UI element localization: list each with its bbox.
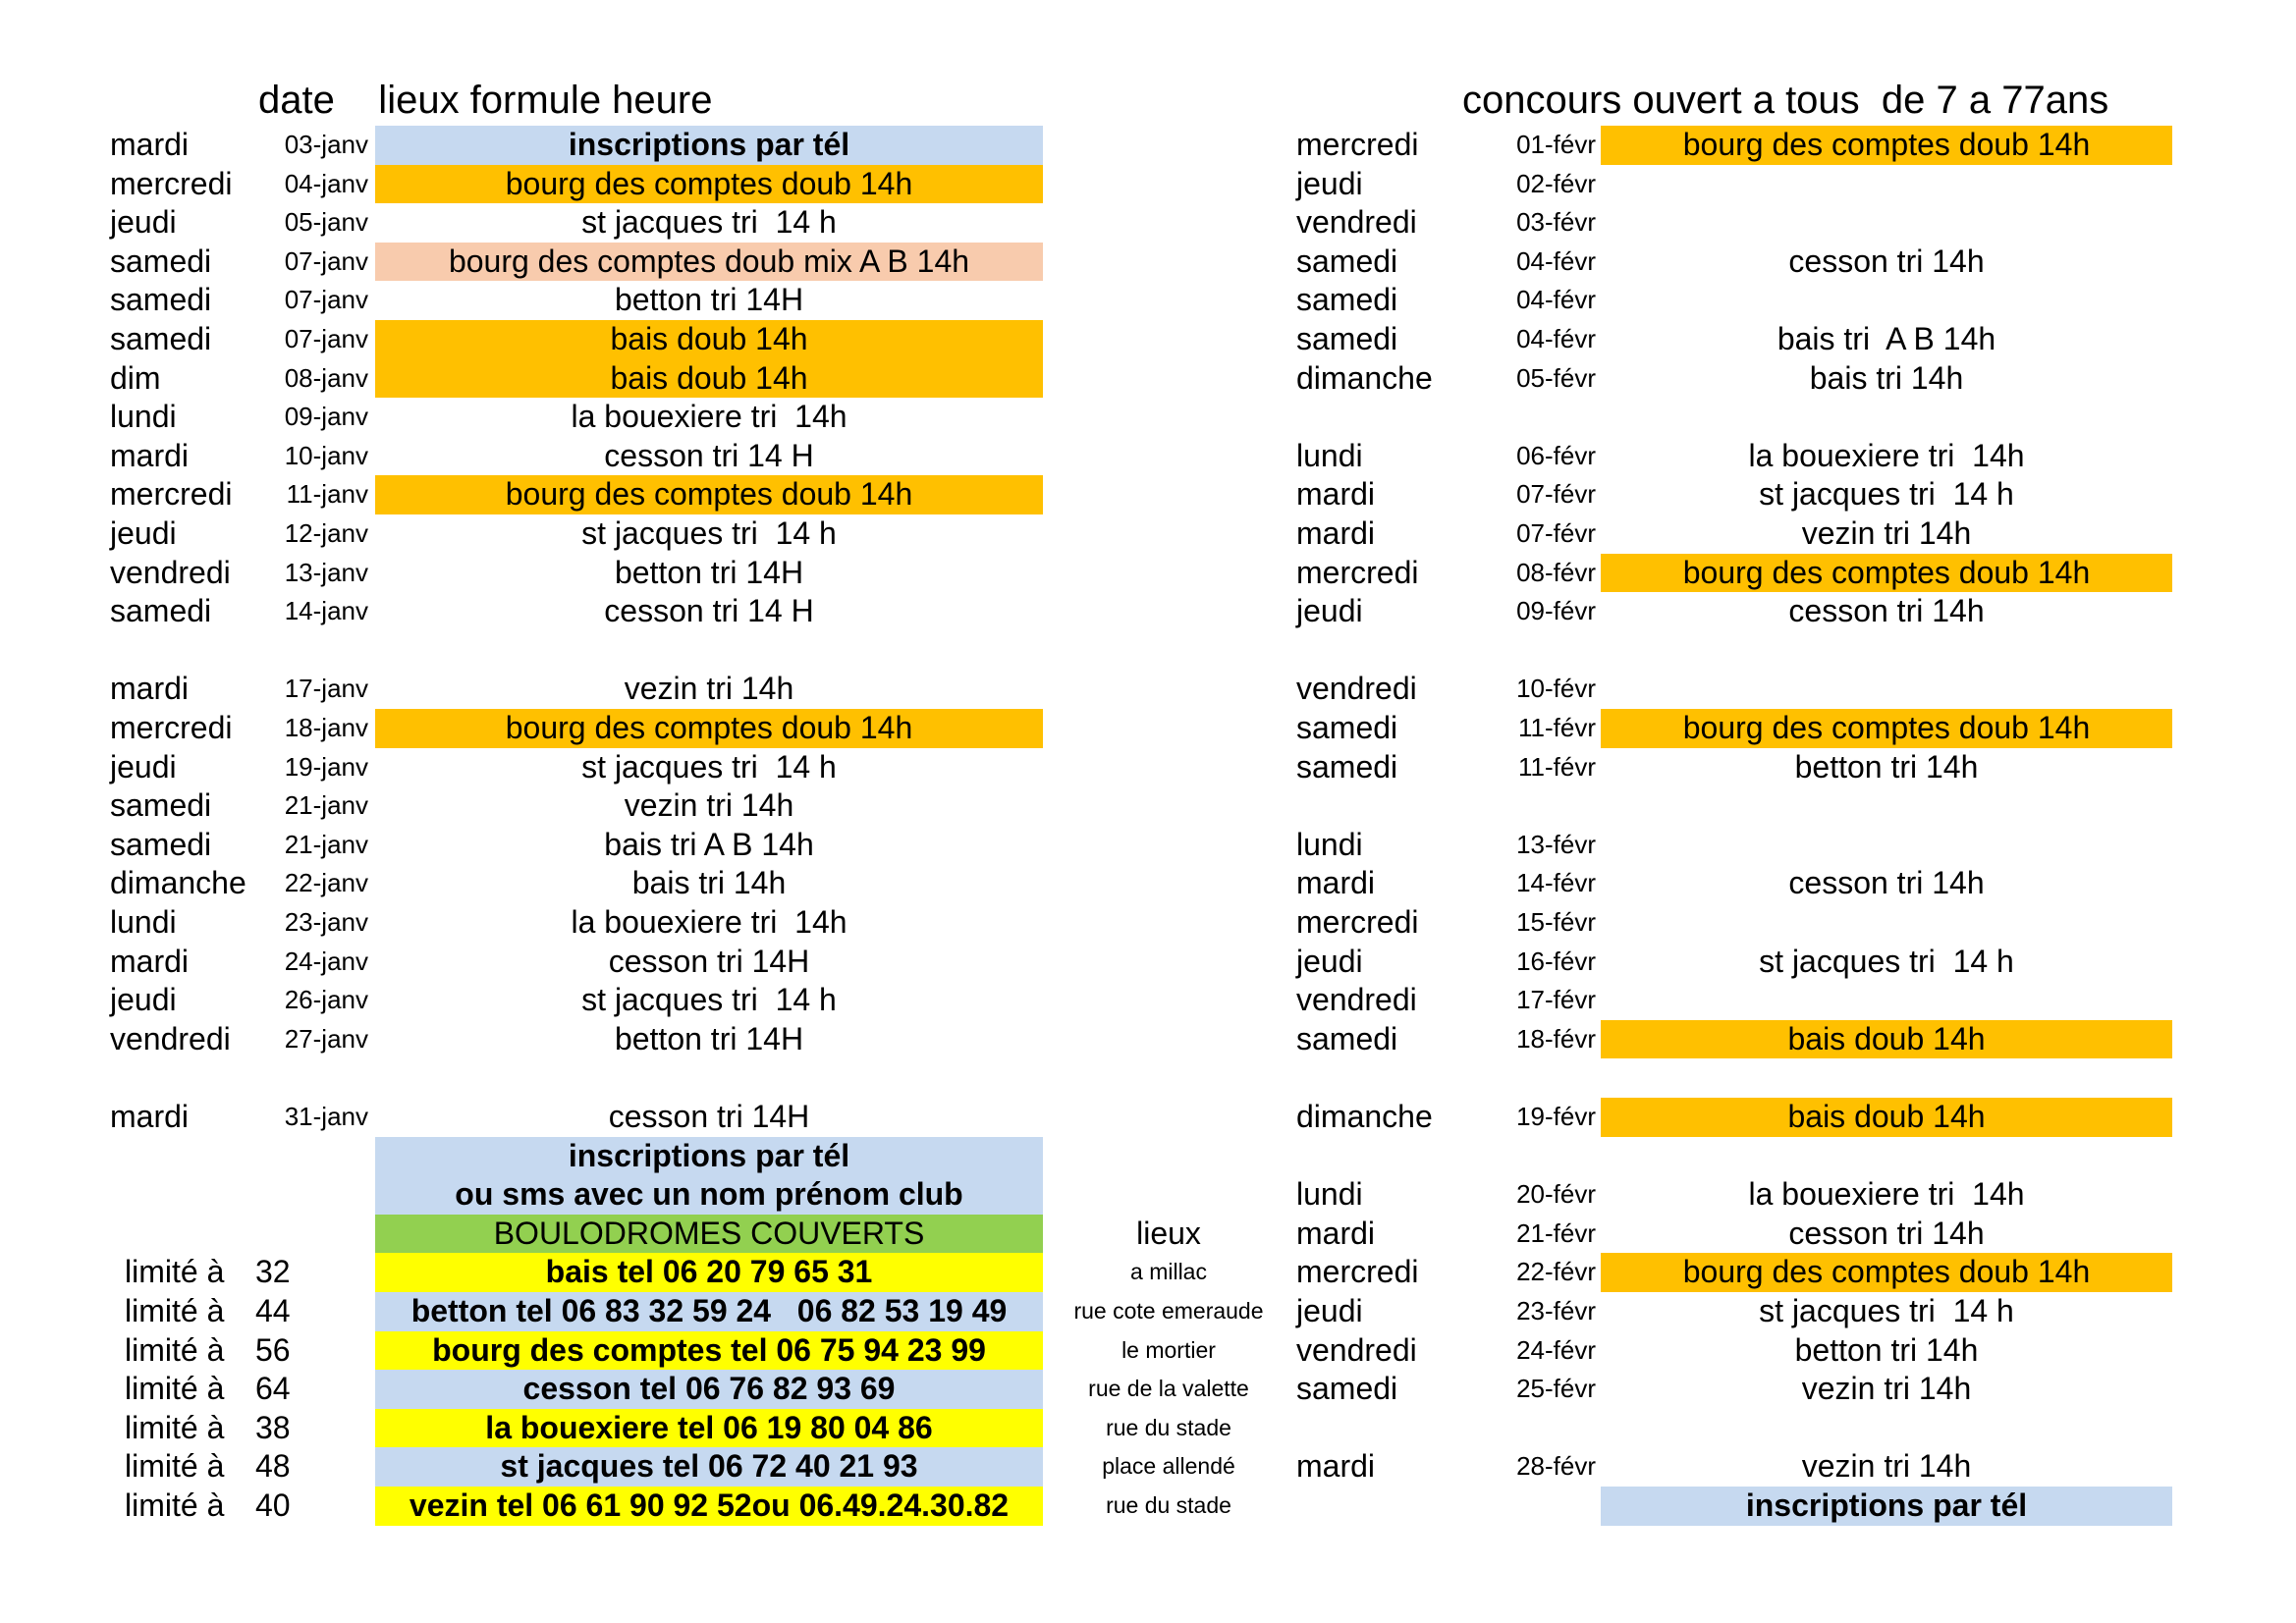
header-left: date lieux formule heure [258, 79, 713, 122]
date-cell: 24-févr [1516, 1334, 1596, 1365]
date-cell: 18-janv [284, 713, 368, 742]
february-row [0, 203, 2296, 243]
day-name: samedi [1296, 321, 1398, 356]
date-cell: 10-févr [1516, 674, 1596, 704]
day-name: mardi [110, 943, 190, 979]
day-name: samedi [110, 787, 212, 824]
day-name: dimanche [1296, 359, 1433, 396]
february-row [0, 1058, 2296, 1098]
event-cell: st jacques tri 14 h [581, 748, 837, 784]
date-cell: 07-févr [1516, 518, 1596, 548]
event-cell: bourg des comptes doub 14h [375, 475, 1043, 514]
february-row [0, 1098, 2296, 1137]
day-name: jeudi [110, 204, 177, 241]
date-cell: 01-févr [1516, 130, 1596, 159]
event-cell: la bouexiere tri 14h [1748, 1176, 2025, 1213]
date-cell: 03-janv [284, 130, 368, 159]
day-name: samedi [1296, 243, 1398, 279]
day-name: lundi [1296, 437, 1363, 473]
february-row [0, 1253, 2296, 1292]
day-name: samedi [110, 321, 212, 356]
day-name: vendredi [110, 554, 231, 590]
event-cell: cesson tri 14h [1788, 593, 1985, 629]
date-cell: 17-janv [284, 674, 368, 704]
event-cell: cesson tri 14h [1788, 1215, 1985, 1251]
limit-label: limité à [125, 1448, 225, 1485]
header-right: concours ouvert a tous de 7 a 77ans [1462, 79, 2109, 122]
february-row [0, 437, 2296, 476]
day-name: mardi [110, 671, 190, 707]
february-row [0, 1292, 2296, 1331]
venue-address: place allendé [1102, 1453, 1235, 1480]
february-row [0, 281, 2296, 320]
event-cell: st jacques tel 06 72 40 21 93 [375, 1447, 1043, 1487]
day-name: vendredi [110, 1020, 231, 1056]
date-cell: 04-janv [284, 168, 368, 198]
date-cell: 15-févr [1516, 907, 1596, 937]
date-cell: 07-janv [284, 245, 368, 276]
date-cell: 11-févr [1518, 713, 1596, 742]
venue-address: a millac [1130, 1259, 1207, 1285]
day-name: mercredi [1296, 554, 1419, 590]
venue-address: le mortier [1121, 1336, 1216, 1363]
date-cell: 05-févr [1516, 362, 1596, 393]
february-row [0, 1331, 2296, 1371]
event-cell: la bouexiere tel 06 19 80 04 86 [375, 1409, 1043, 1448]
event-cell: cesson tri 14h [1788, 243, 1985, 279]
date-cell: 26-janv [284, 985, 368, 1015]
date-cell: 04-févr [1516, 245, 1596, 276]
date-cell: 04-févr [1516, 285, 1596, 315]
february-row [0, 514, 2296, 554]
event-cell: bais tri 14h [1809, 359, 1964, 396]
event-cell: la bouexiere tri 14h [571, 904, 847, 940]
day-name: samedi [1296, 1020, 1398, 1056]
venue-address: rue du stade [1106, 1492, 1231, 1518]
day-name: jeudi [1296, 593, 1363, 629]
event-cell: inscriptions par tél [375, 1137, 1043, 1176]
date-cell: 08-févr [1516, 557, 1596, 587]
date-cell: 17-févr [1516, 985, 1596, 1015]
venue-address: lieux [1136, 1215, 1201, 1251]
day-name: mardi [110, 127, 190, 162]
day-name: vendredi [1296, 1331, 1417, 1368]
february-row [0, 1137, 2296, 1176]
date-cell: 31-janv [284, 1102, 368, 1131]
day-name: jeudi [110, 748, 177, 784]
february-row [0, 748, 2296, 787]
day-name: samedi [110, 282, 212, 318]
date-cell: 07-janv [284, 285, 368, 315]
limit-number: 56 [255, 1331, 291, 1368]
date-cell: 07-févr [1516, 479, 1596, 510]
february-row [0, 1370, 2296, 1409]
event-cell: bourg des comptes doub 14h [1601, 126, 2172, 165]
date-cell: 14-févr [1516, 868, 1596, 898]
limit-label: limité à [125, 1331, 225, 1368]
date-cell: 21-janv [284, 790, 368, 821]
february-row [0, 1447, 2296, 1487]
day-name: lundi [1296, 1176, 1363, 1213]
event-cell: bais doub 14h [375, 359, 1043, 399]
event-cell: vezin tri 14h [624, 787, 794, 824]
day-name: mercredi [110, 710, 233, 745]
event-cell: bourg des comptes doub mix A B 14h [375, 243, 1043, 282]
event-cell: bourg des comptes doub 14h [375, 165, 1043, 204]
day-name: samedi [110, 243, 212, 279]
february-row [0, 631, 2296, 671]
day-name: lundi [110, 904, 177, 940]
day-name: jeudi [1296, 943, 1363, 979]
date-cell: 11-janv [286, 479, 368, 510]
february-row [0, 592, 2296, 631]
date-cell: 13-janv [284, 557, 368, 587]
event-cell: la bouexiere tri 14h [1748, 437, 2025, 473]
february-row [0, 1215, 2296, 1254]
event-cell: bais doub 14h [375, 320, 1043, 359]
event-cell: betton tri 14H [614, 282, 804, 318]
date-cell: 07-janv [284, 324, 368, 353]
day-name: vendredi [1296, 204, 1417, 241]
day-name: jeudi [1296, 165, 1363, 201]
date-cell: 23-févr [1516, 1296, 1596, 1325]
day-name: samedi [110, 593, 212, 629]
february-row [0, 243, 2296, 282]
february-row [0, 981, 2296, 1020]
date-cell: 22-janv [284, 868, 368, 898]
event-cell: inscriptions par tél [375, 126, 1043, 165]
event-cell: bais tri A B 14h [604, 826, 814, 862]
date-cell: 09-janv [284, 402, 368, 432]
limit-number: 38 [255, 1409, 291, 1445]
date-cell: 24-janv [284, 946, 368, 976]
date-cell: 21-févr [1516, 1217, 1596, 1248]
february-row [0, 670, 2296, 709]
february-row [0, 475, 2296, 514]
limit-number: 64 [255, 1371, 291, 1407]
february-row [0, 903, 2296, 943]
date-cell: 13-févr [1516, 829, 1596, 859]
event-cell: inscriptions par tél [1601, 1487, 2172, 1526]
day-name: mercredi [110, 476, 233, 513]
day-name: mardi [1296, 1448, 1376, 1485]
event-cell: vezin tri 14h [624, 671, 794, 707]
event-cell: st jacques tri 14 h [581, 515, 837, 551]
february-row [0, 554, 2296, 593]
day-name: mercredi [1296, 1254, 1419, 1290]
february-row [0, 786, 2296, 826]
day-name: dim [110, 359, 161, 396]
february-row [0, 165, 2296, 204]
date-cell: 03-févr [1516, 207, 1596, 238]
day-name: jeudi [110, 982, 177, 1018]
day-name: vendredi [1296, 982, 1417, 1018]
limit-number: 44 [255, 1293, 291, 1328]
event-cell: cesson tri 14H [608, 943, 810, 979]
venue-address: rue de la valette [1088, 1376, 1249, 1402]
limit-label: limité à [125, 1293, 225, 1328]
date-cell: 14-janv [284, 596, 368, 626]
event-cell: bourg des comptes tel 06 75 94 23 99 [375, 1331, 1043, 1371]
limit-number: 40 [255, 1488, 291, 1523]
date-cell: 16-févr [1516, 946, 1596, 976]
february-row [0, 398, 2296, 437]
day-name: samedi [1296, 1371, 1398, 1407]
february-row [0, 709, 2296, 748]
limit-label: limité à [125, 1488, 225, 1523]
event-cell: betton tri 14h [1794, 748, 1979, 784]
event-cell: vezin tel 06 61 90 92 52ou 06.49.24.30.82 [375, 1487, 1043, 1526]
day-name: mardi [1296, 865, 1376, 901]
event-cell: betton tel 06 83 32 59 24 06 82 53 19 49 [375, 1292, 1043, 1331]
event-cell: st jacques tri 14 h [1759, 1293, 2014, 1328]
day-name: mardi [110, 1099, 190, 1134]
february-row [0, 1487, 2296, 1526]
limit-label: limité à [125, 1254, 225, 1290]
venue-address: rue cote emeraude [1073, 1298, 1264, 1324]
day-name: lundi [110, 399, 177, 435]
event-cell: cesson tel 06 76 82 93 69 [375, 1370, 1043, 1409]
event-cell: bais doub 14h [1601, 1020, 2172, 1059]
day-name: samedi [1296, 710, 1398, 745]
day-name: dimanche [1296, 1099, 1433, 1134]
event-cell: bais tri A B 14h [1777, 321, 1996, 356]
event-cell: vezin tri 14h [1801, 515, 1972, 551]
february-row [0, 1409, 2296, 1448]
limit-label: limité à [125, 1409, 225, 1445]
date-cell: 25-févr [1516, 1374, 1596, 1404]
event-cell: betton tri 14H [614, 1020, 804, 1056]
limit-label: limité à [125, 1371, 225, 1407]
date-cell: 10-janv [284, 440, 368, 470]
day-name: dimanche [110, 865, 246, 901]
day-name: vendredi [1296, 671, 1417, 707]
event-cell: cesson tri 14h [1788, 865, 1985, 901]
date-cell: 23-janv [284, 907, 368, 937]
day-name: mardi [1296, 1215, 1376, 1251]
limit-number: 48 [255, 1448, 291, 1485]
event-cell: st jacques tri 14 h [1759, 943, 2014, 979]
day-name: samedi [110, 826, 212, 862]
date-cell: 19-févr [1516, 1102, 1596, 1131]
date-cell: 19-janv [284, 751, 368, 782]
limit-number: 32 [255, 1254, 291, 1290]
february-row [0, 320, 2296, 359]
day-name: mardi [1296, 515, 1376, 551]
date-cell: 12-janv [284, 518, 368, 548]
date-cell: 18-févr [1516, 1023, 1596, 1054]
february-row [0, 359, 2296, 399]
date-cell: 28-févr [1516, 1451, 1596, 1482]
event-cell: bais tri 14h [631, 865, 787, 901]
day-name: lundi [1296, 826, 1363, 862]
date-cell: 05-janv [284, 207, 368, 238]
day-name: mardi [110, 437, 190, 473]
event-cell: bourg des comptes doub 14h [375, 709, 1043, 748]
event-cell: vezin tri 14h [1801, 1448, 1972, 1485]
event-cell: betton tri 14H [614, 554, 804, 590]
date-cell: 21-janv [284, 829, 368, 859]
day-name: mercredi [110, 165, 233, 201]
date-cell: 22-févr [1516, 1257, 1596, 1287]
day-name: samedi [1296, 748, 1398, 784]
february-row [0, 1020, 2296, 1059]
day-name: mercredi [1296, 127, 1419, 162]
event-cell: bourg des comptes doub 14h [1601, 1253, 2172, 1292]
event-cell: st jacques tri 14 h [581, 204, 837, 241]
event-cell: BOULODROMES COUVERTS [375, 1215, 1043, 1254]
february-row [0, 864, 2296, 903]
date-cell: 20-févr [1516, 1179, 1596, 1210]
date-cell: 27-janv [284, 1023, 368, 1054]
date-cell: 11-févr [1518, 751, 1596, 782]
february-row [0, 126, 2296, 165]
date-cell: 08-janv [284, 362, 368, 393]
event-cell: cesson tri 14 H [604, 437, 814, 473]
date-cell: 04-févr [1516, 324, 1596, 353]
event-cell: bais tel 06 20 79 65 31 [375, 1253, 1043, 1292]
event-cell: bais doub 14h [1601, 1098, 2172, 1137]
event-cell: st jacques tri 14 h [581, 982, 837, 1018]
day-name: mercredi [1296, 904, 1419, 940]
event-cell: st jacques tri 14 h [1759, 476, 2014, 513]
event-cell: bourg des comptes doub 14h [1601, 554, 2172, 593]
february-row [0, 943, 2296, 982]
event-cell: vezin tri 14h [1801, 1371, 1972, 1407]
february-row [0, 1175, 2296, 1215]
day-name: jeudi [1296, 1293, 1363, 1328]
venue-address: rue du stade [1106, 1414, 1231, 1440]
event-cell: cesson tri 14H [608, 1099, 810, 1134]
day-name: mardi [1296, 476, 1376, 513]
day-name: jeudi [110, 515, 177, 551]
event-cell: la bouexiere tri 14h [571, 399, 847, 435]
event-cell: cesson tri 14 H [604, 593, 814, 629]
event-cell: betton tri 14h [1794, 1331, 1979, 1368]
date-cell: 09-févr [1516, 596, 1596, 626]
day-name: samedi [1296, 282, 1398, 318]
event-cell: bourg des comptes doub 14h [1601, 709, 2172, 748]
date-cell: 02-févr [1516, 168, 1596, 198]
date-cell: 06-févr [1516, 440, 1596, 470]
event-cell: ou sms avec un nom prénom club [375, 1175, 1043, 1215]
february-row [0, 826, 2296, 865]
